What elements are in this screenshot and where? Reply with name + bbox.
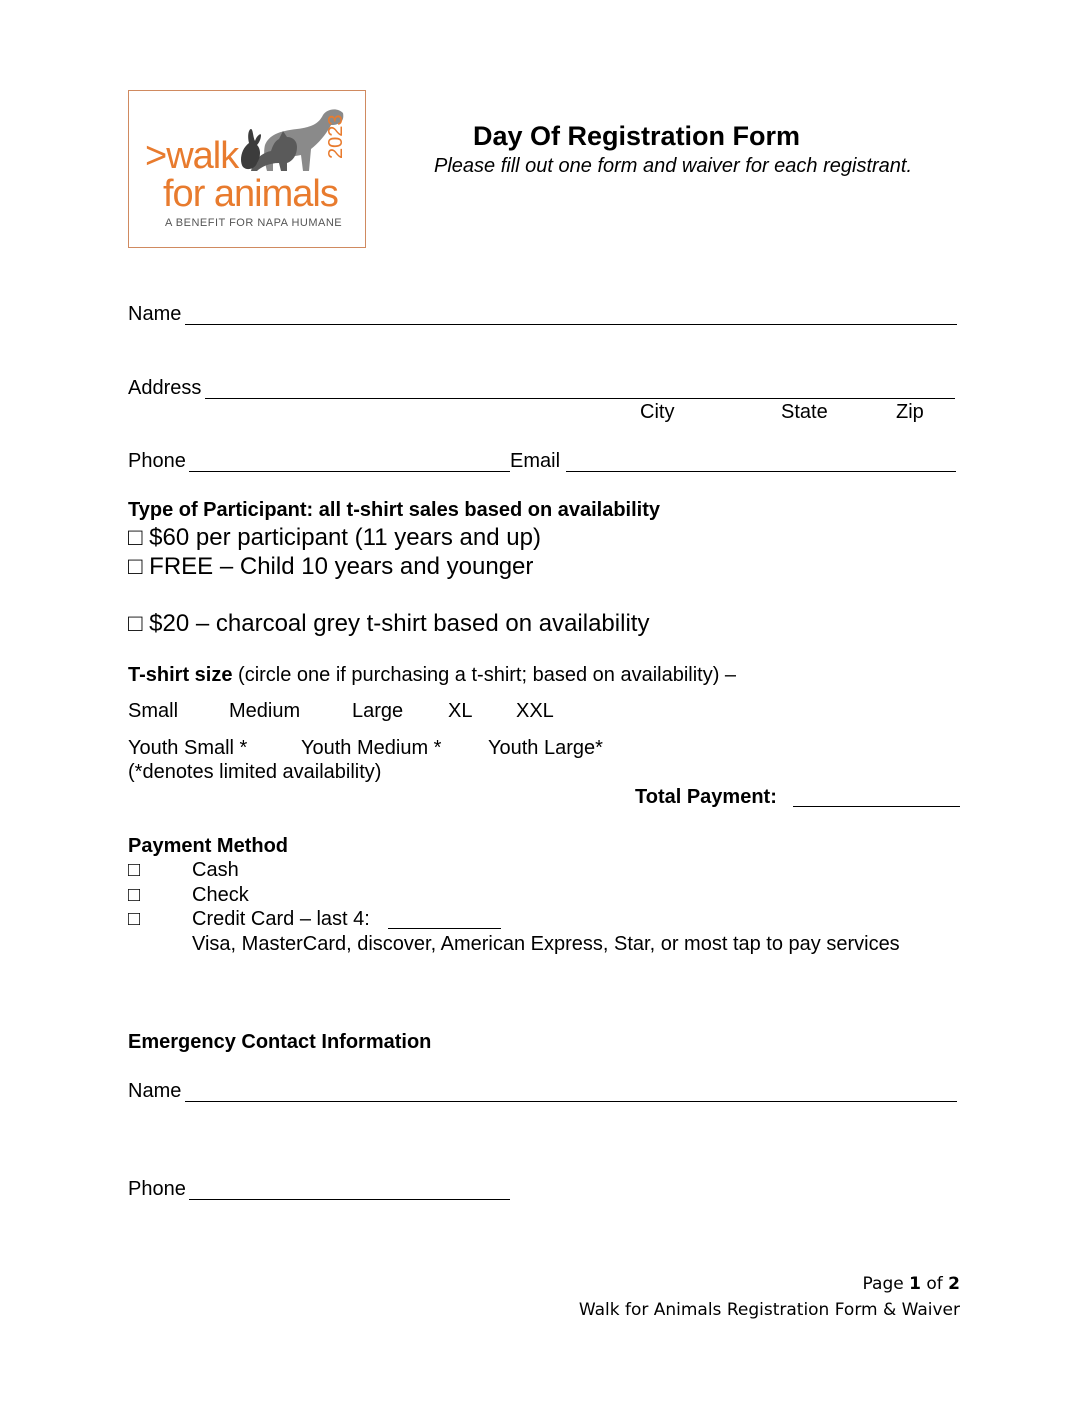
option-adult-participant[interactable]: □ $60 per participant (11 years and up) — [128, 524, 541, 551]
phone-label: Phone — [128, 450, 186, 472]
cash-label: Cash — [192, 859, 239, 881]
size-large[interactable]: Large — [352, 700, 404, 722]
option-tshirt-purchase[interactable]: □ $20 – charcoal grey t-shirt based on availability — [128, 610, 650, 637]
form-title: Day Of Registration Form — [473, 121, 801, 151]
city-label: City — [640, 401, 675, 423]
phone-field[interactable] — [189, 471, 510, 472]
option-free-child[interactable]: □ FREE – Child 10 years and younger — [128, 553, 534, 580]
credit-card-checkbox[interactable]: □ — [128, 908, 141, 930]
emergency-contact-heading: Emergency Contact Information — [128, 1031, 432, 1053]
state-label: State — [781, 401, 828, 423]
emergency-name-field[interactable] — [185, 1101, 957, 1102]
limited-availability-note: (*denotes limited availability) — [128, 761, 382, 783]
name-field[interactable] — [185, 324, 957, 325]
page-total: 2 — [948, 1274, 960, 1294]
tshirt-size-label — [128, 664, 736, 687]
page-number — [863, 1274, 960, 1294]
emergency-name-label: Name — [128, 1080, 182, 1102]
size-medium[interactable]: Medium — [229, 700, 301, 722]
size-xxl[interactable]: XXL — [516, 700, 554, 722]
zip-label: Zip — [896, 401, 924, 423]
check-label: Check — [192, 884, 249, 906]
logo-line-walk: >walk — [145, 135, 239, 177]
page-prefix: Page — [862, 1274, 910, 1294]
page-current: 1 — [909, 1274, 921, 1294]
address-label: Address — [128, 377, 202, 399]
cash-checkbox[interactable]: □ — [128, 859, 141, 881]
form-subtitle: Please fill out one form and waiver for each registrant. — [434, 155, 913, 177]
size-xl[interactable]: XL — [448, 700, 473, 722]
email-field[interactable] — [566, 471, 956, 472]
payment-method-heading: Payment Method — [128, 835, 289, 857]
total-payment-label: Total Payment: — [635, 786, 777, 808]
name-label: Name — [128, 303, 182, 325]
card-last-four-field[interactable] — [388, 928, 501, 929]
check-checkbox[interactable]: □ — [128, 884, 141, 906]
footer-document-title: Walk for Animals Registration Form & Waiver — [578, 1300, 960, 1320]
participant-heading: Type of Participant: all t-shirt sales based on availability — [128, 499, 661, 521]
accepted-cards-note: Visa, MasterCard, discover, American Express, Star, or most tap to pay services — [192, 933, 900, 955]
tshirt-size-label-bold: T-shirt size — [128, 664, 233, 686]
size-youth-medium[interactable]: Youth Medium * — [301, 737, 442, 759]
credit-card-label: Credit Card – last 4: — [192, 908, 370, 930]
total-payment-field[interactable] — [793, 806, 960, 807]
logo-year: 2023 — [325, 114, 347, 159]
emergency-phone-field[interactable] — [189, 1199, 510, 1200]
size-youth-small[interactable]: Youth Small * — [128, 737, 248, 759]
page-of: of — [920, 1274, 949, 1294]
email-label: Email — [510, 450, 561, 472]
walk-for-animals-logo — [128, 90, 366, 248]
address-field[interactable] — [205, 398, 955, 399]
tshirt-size-label-note: (circle one if purchasing a t-shirt; based on availability) – — [232, 664, 737, 686]
logo-line-for-animals: for animals — [163, 173, 338, 215]
size-youth-large[interactable]: Youth Large* — [488, 737, 603, 759]
size-small[interactable]: Small — [128, 700, 179, 722]
emergency-phone-label: Phone — [128, 1178, 186, 1200]
logo-tagline: A BENEFIT FOR NAPA HUMANE — [165, 217, 343, 229]
